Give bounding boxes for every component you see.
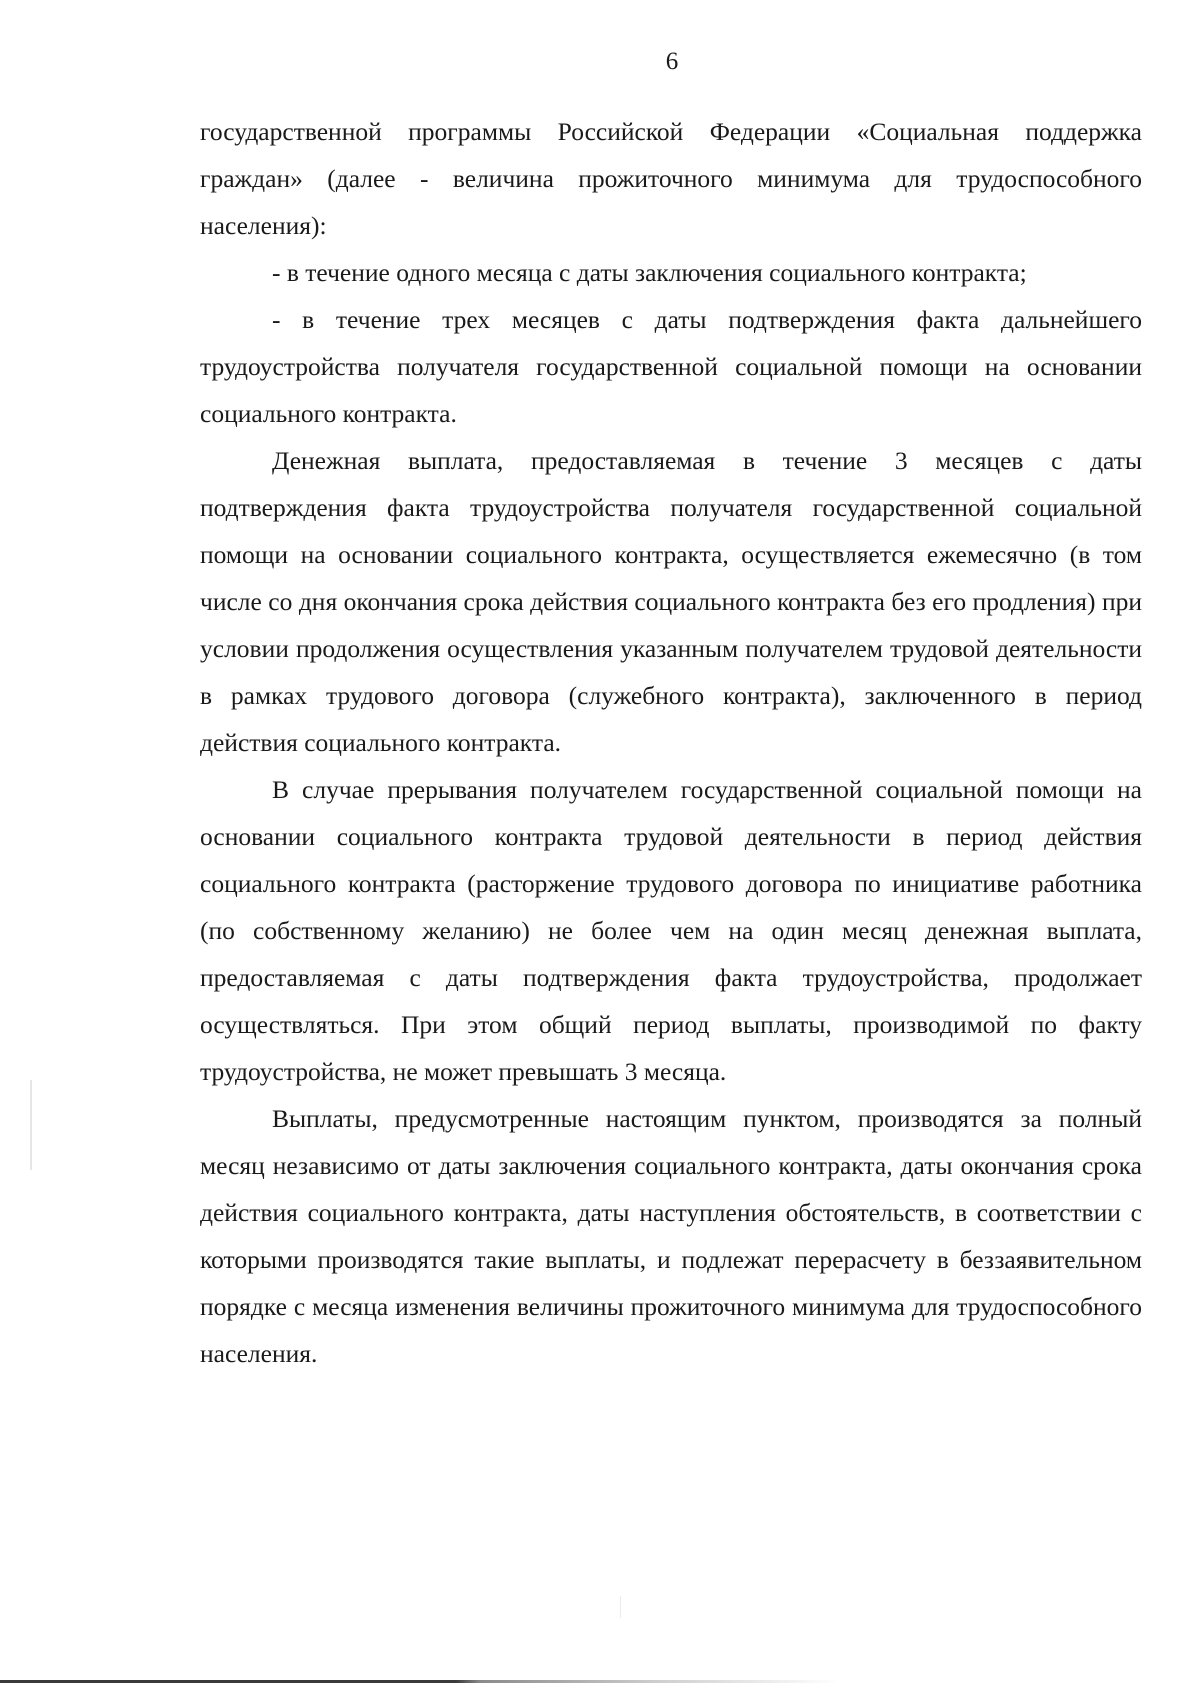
page-number: 6 <box>665 48 679 75</box>
document-body <box>200 108 1142 1377</box>
paragraph-interruption: В случае прерывания получателем государственной социальной помощи на основании социального контракта трудовой деятельности в период действия социального контракта (расторжение трудового договора по инициативе работника (по собственному желанию) не более чем на один месяц денежная выплата, предоставляемая с даты подтверждения факта трудоустройства, продолжает осуществляться. При этом общий период выплаты, производимой по факту трудоустройства, не может превышать 3 месяца. <box>200 775 1142 1086</box>
scan-artifact <box>620 1596 621 1618</box>
paragraph-recalculation: Выплаты, предусмотренные настоящим пунктом, производятся за полный месяц независимо от даты заключения социального контракта, даты окончания срока действия социального контракта, даты наступления обстоятельств, в соответствии с которыми производятся такие выплаты, и подлежат перерасчету в беззаявительном порядке с месяца изменения величины прожиточного минимума для трудоспособного населения. <box>200 1104 1142 1368</box>
list-item-three-months: - в течение трех месяцев с даты подтверждения факта дальнейшего трудоустройства получателя государственной социальной помощи на основании социального контракта. <box>200 305 1142 428</box>
scan-artifact <box>30 1080 32 1170</box>
paragraph-payment: Денежная выплата, предоставляемая в течение 3 месяцев с даты подтверждения факта трудоустройства получателя государственной социальной помощи на основании социального контракта, осуществляется ежемесячно (в том числе со дня окончания срока действия социального контракта без его продления) при условии продолжения осуществления указанным получателем трудовой деятельности в рамках трудового договора (служебного контракта), заключенного в период действия социального контракта. <box>200 446 1142 757</box>
paragraph-continuation: государственной программы Российской Федерации «Социальная поддержка граждан» (далее - величина прожиточного минимума для трудоспособного населения): <box>200 117 1142 240</box>
list-item-one-month: - в течение одного месяца с даты заключения социального контракта; <box>272 258 1027 287</box>
scan-bottom-edge <box>0 1680 1200 1683</box>
